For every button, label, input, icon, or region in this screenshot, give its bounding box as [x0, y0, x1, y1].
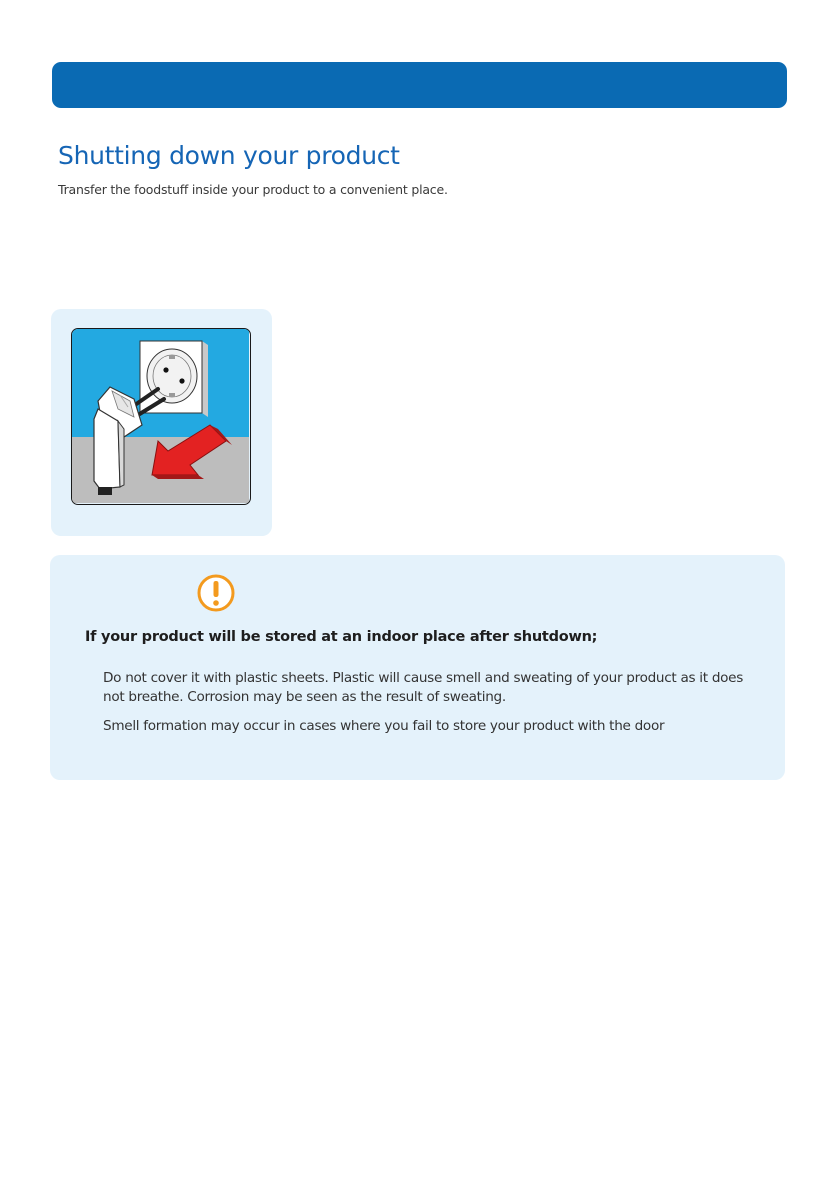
exclamation-circle-icon	[196, 573, 236, 613]
warning-item: Smell formation may occur in cases where you fail to store your product with the door	[103, 718, 665, 734]
warning-item: Do not cover it with plastic sheets. Plastic will cause smell and sweating of your product as it does not breathe. Corrosion may be seen as the result of sweating.	[103, 670, 744, 705]
page-title: Shutting down your product	[58, 141, 400, 170]
warning-heading: If your product will be stored at an indoor place after shutdown;	[85, 629, 598, 645]
warning-panel	[50, 555, 785, 780]
header-bar	[52, 62, 787, 108]
unplug-illustration	[71, 328, 251, 505]
intro-text: Transfer the foodstuff inside your product to a convenient place.	[58, 182, 448, 197]
unplug-plug-icon	[72, 329, 249, 503]
